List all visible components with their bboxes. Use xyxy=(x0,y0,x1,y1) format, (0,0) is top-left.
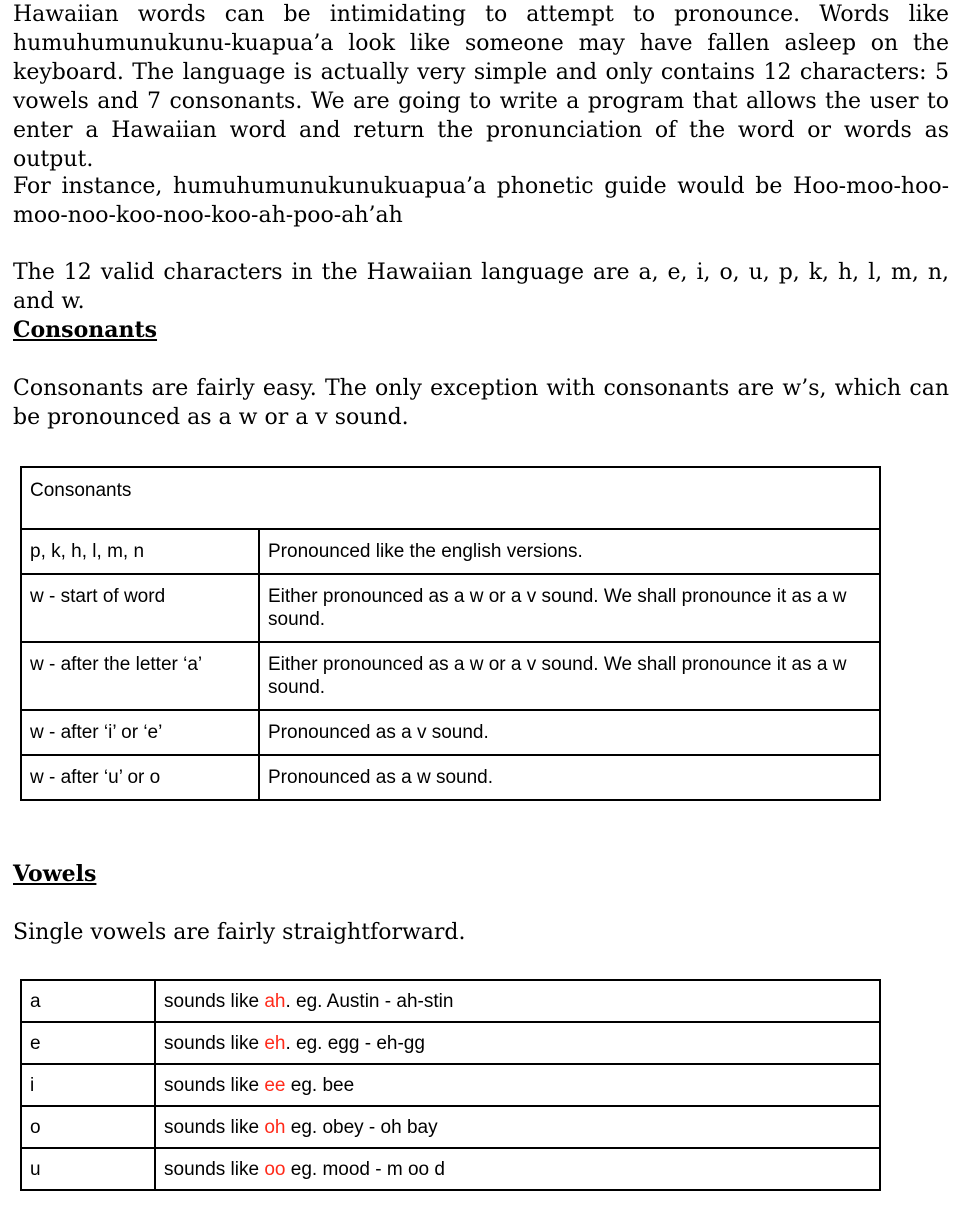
valid-characters-paragraph: The 12 valid characters in the Hawaiian language are a, e, i, o, u, p, k, h, l, m, n, and w. xyxy=(13,260,949,314)
consonant-letter: w - after ‘u’ or o xyxy=(21,755,259,800)
consonant-letter: w - start of word xyxy=(21,574,259,642)
vowel-letter: e xyxy=(21,1022,155,1064)
vowel-sound: ee xyxy=(264,1074,286,1096)
vowel-letter: i xyxy=(21,1064,155,1106)
table-row xyxy=(21,710,880,755)
table-row xyxy=(21,1022,880,1064)
consonants-description: Consonants are fairly easy. The only exception with consonants are w’s, which can be pronounced as a w or a v sound. xyxy=(13,376,949,430)
consonants-heading: Consonants xyxy=(13,317,158,343)
table-row xyxy=(21,1106,880,1148)
table-row xyxy=(21,529,880,574)
vowel-letter: u xyxy=(21,1148,155,1190)
vowel-letter: a xyxy=(21,980,155,1022)
vowel-sound: eh xyxy=(264,1032,286,1054)
vowels-table xyxy=(20,979,881,1191)
vowels-heading: Vowels xyxy=(13,861,97,887)
consonant-rule: Either pronounced as a w or a v sound. We shall pronounce it as a w sound. xyxy=(259,574,880,642)
table-row xyxy=(21,980,880,1022)
vowel-sound: ah xyxy=(264,990,286,1012)
vowel-sound: oh xyxy=(264,1116,286,1138)
consonant-rule: Pronounced like the english versions. xyxy=(259,529,880,574)
consonant-letter: w - after ‘i’ or ‘e’ xyxy=(21,710,259,755)
vowel-rule: sounds like ah. eg. Austin - ah-stin xyxy=(155,980,880,1022)
vowel-letter: o xyxy=(21,1106,155,1148)
table-header-row xyxy=(21,467,880,529)
vowels-description: Single vowels are fairly straightforward. xyxy=(13,920,466,945)
vowel-rule: sounds like oo eg. mood - m oo d xyxy=(155,1148,880,1190)
table-row xyxy=(21,574,880,642)
vowel-rule: sounds like oh eg. obey - oh bay xyxy=(155,1106,880,1148)
consonant-rule: Either pronounced as a w or a v sound. We shall pronounce it as a w sound. xyxy=(259,642,880,710)
consonant-rule: Pronounced as a v sound. xyxy=(259,710,880,755)
example-paragraph: For instance, humuhumunukunukuapua’a phonetic guide would be Hoo-moo-hoo-moo-noo-koo-noo-koo-ah-poo-ah’ah xyxy=(13,174,949,228)
table-row xyxy=(21,642,880,710)
consonants-table-title: Consonants xyxy=(21,467,880,529)
consonant-letter: w - after the letter ‘a’ xyxy=(21,642,259,710)
table-row xyxy=(21,755,880,800)
vowel-rule: sounds like ee eg. bee xyxy=(155,1064,880,1106)
vowel-rule: sounds like eh. eg. egg - eh-gg xyxy=(155,1022,880,1064)
table-row xyxy=(21,1148,880,1190)
vowel-sound: oo xyxy=(264,1158,286,1180)
intro-paragraph: Hawaiian words can be intimidating to attempt to pronounce. Words like humuhumunukunu-kuapua’a look like someone may have fallen asleep on the keyboard. The language is actually very simple and only contains 12 characters: 5 vowels and 7 consonants. We are going to write a program that allows the user to enter a Hawaiian word and return the pronunciation of the word or words as output. xyxy=(13,2,949,172)
consonants-table xyxy=(20,466,881,801)
consonant-rule: Pronounced as a w sound. xyxy=(259,755,880,800)
consonant-letter: p, k, h, l, m, n xyxy=(21,529,259,574)
table-row xyxy=(21,1064,880,1106)
